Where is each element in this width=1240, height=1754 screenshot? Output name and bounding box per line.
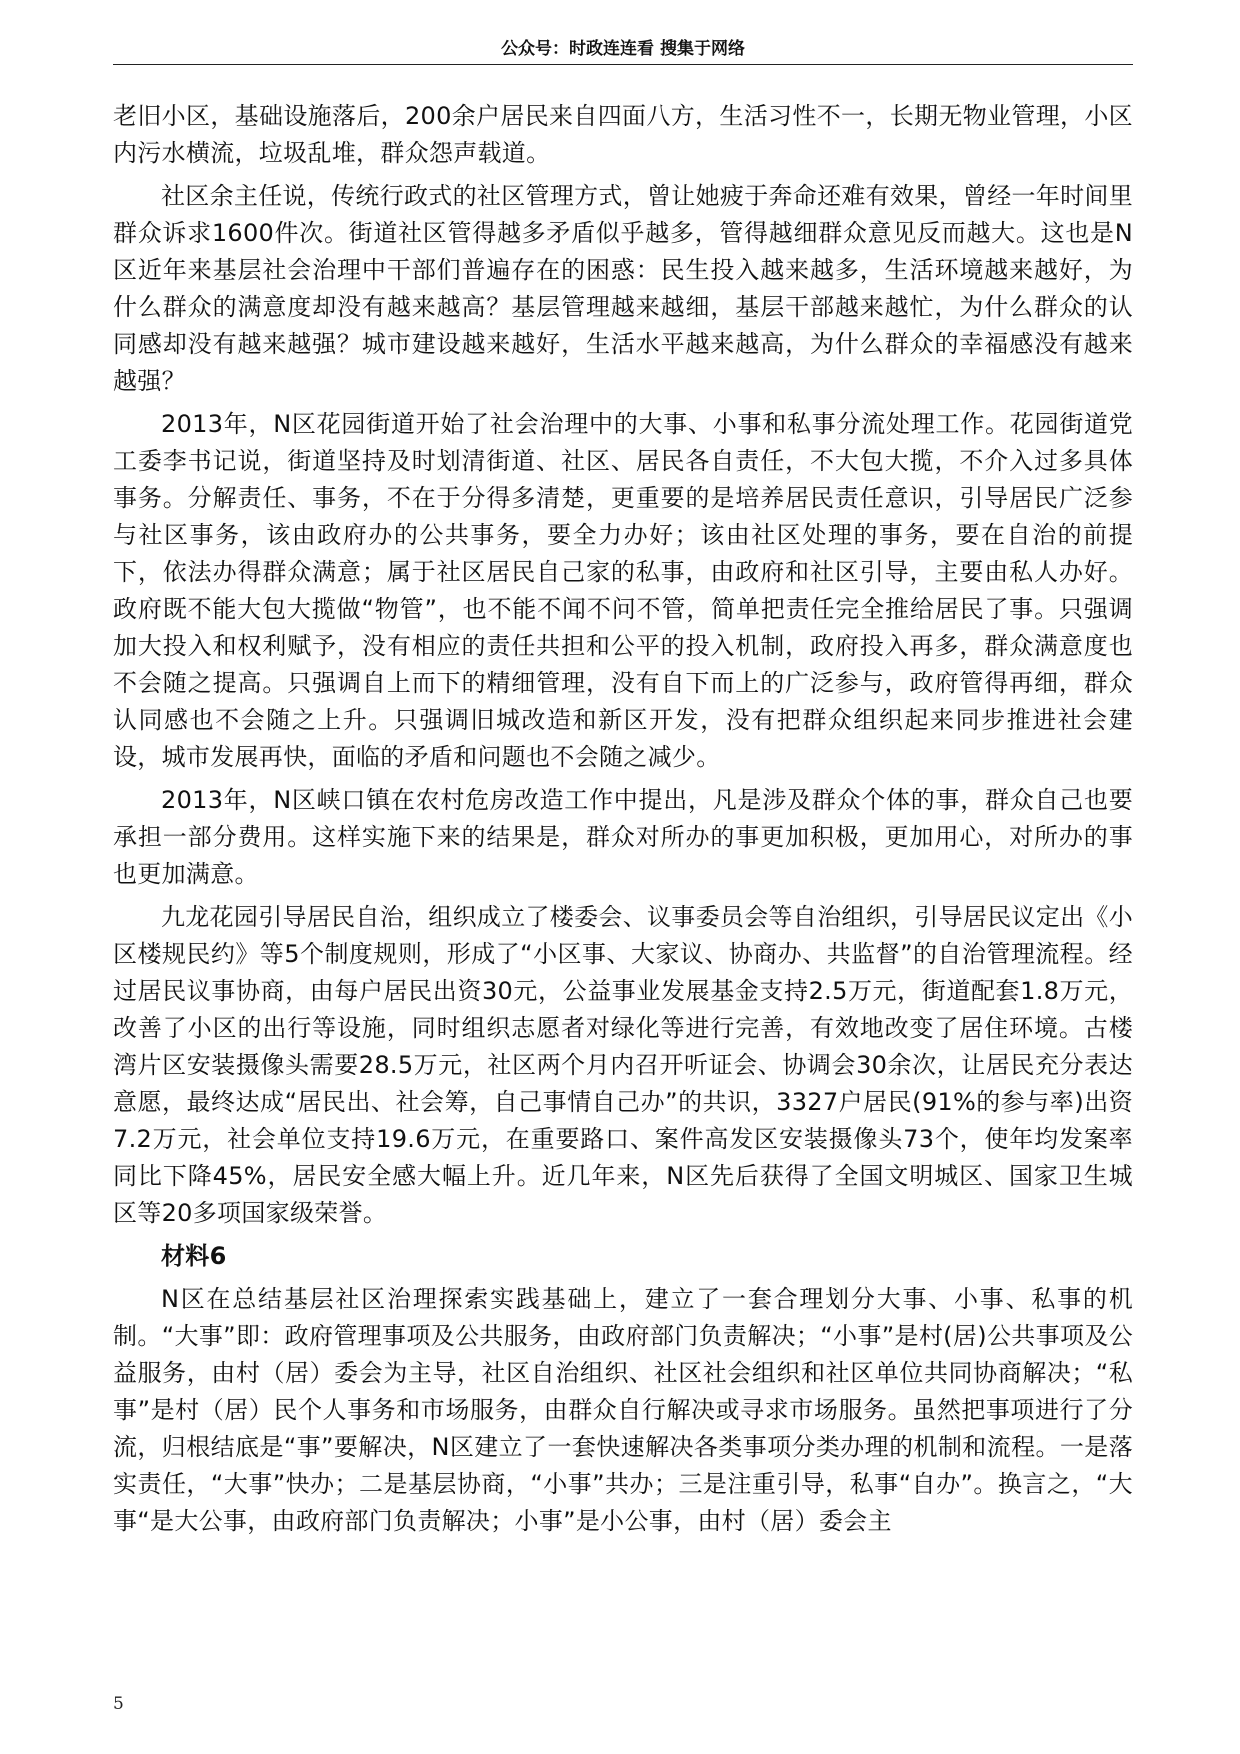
paragraph-5: 九龙花园引导居民自治，组织成立了楼委会、议事委员会等自治组织，引导居民议定出《小区楼规民约》等5个制度规则，形成了“小区事、大家议、协商办、共监督”的自治管理流程。经过居民议事协商，由每户居民出资30元，公益事业发展基金支持2.5万元，街道配套1.8万元，改善了小区的出行等设施，同时组织志愿者对绿化等进行完善，有效地改变了居住环境。古楼湾片区安装摄像头需要28.5万元，社区两个月内召开听证会、协调会30余次，让居民充分表达意愿，最终达成“居民出、社会筹，自己事情自己办”的共识，3327户居民(91%的参与率)出资7.2万元，社会单位支持19.6万元，在重要路口、案件高发区安装摄像头73个，使年均发案率同比下降45%，居民安全感大幅上升。近几年来，N区先后获得了全国文明城区、国家卫生城区等20多项国家级荣誉。 [113, 903, 1133, 1227]
paragraph-3: 2013年，N区花园街道开始了社会治理中的大事、小事和私事分流处理工作。花园街道党工委李书记说，街道坚持及时划清街道、社区、居民各自责任，不大包大揽，不介入过多具体事务。分解责任、事务，不在于分得多清楚，更重要的是培养居民责任意识，引导居民广泛参与社区事务，该由政府办的公共事务，要全力办好；该由社区处理的事务，要在自治的前提下，依法办得群众满意；属于社区居民自己家的私事，由政府和社区引导，主要由私人办好。政府既不能大包大揽做“物管”，也不能不闻不问不管，简单把责任完全推给居民了事。只强调加大投入和权利赋予，没有相应的责任共担和公平的投入机制，政府投入再多，群众满意度也不会随之提高。只强调自上而下的精细管理，没有自下而上的广泛参与，政府管得再细，群众认同感也不会随之上升。只强调旧城改造和新区开发，没有把群众组织起来同步推进社会建设，城市发展再快，面临的矛盾和问题也不会随之减少。 [113, 410, 1133, 771]
page-number: 5 [113, 1694, 124, 1714]
document-body [113, 98, 1133, 1546]
paragraph-2: 社区余主任说，传统行政式的社区管理方式，曾让她疲于奔命还难有效果，曾经一年时间里群众诉求1600件次。街道社区管得越多矛盾似乎越多，管得越细群众意见反而越大。这也是N区近年来基层社会治理中干部们普遍存在的困惑：民生投入越来越多，生活环境越来越好，为什么群众的满意度却没有越来越高？基层管理越来越细，基层干部越来越忙，为什么群众的认同感却没有越来越强？城市建设越来越好，生活水平越来越高，为什么群众的幸福感没有越来越强？ [113, 182, 1133, 395]
header-text: 公众号：时政连连看 搜集于网络 [501, 39, 745, 59]
section-6-heading: 材料6 [161, 1242, 227, 1270]
paragraph-1: 老旧小区，基础设施落后，200余户居民来自四面八方，生活习性不一，长期无物业管理，小区内污水横流，垃圾乱堆，群众怨声载道。 [113, 102, 1133, 167]
page-header [113, 36, 1133, 65]
paragraph-4: 2013年，N区峡口镇在农村危房改造工作中提出，凡是涉及群众个体的事，群众自己也要承担一部分费用。这样实施下来的结果是，群众对所办的事更加积极，更加用心，对所办的事也更加满意。 [113, 786, 1133, 888]
section-6-paragraph: N区在总结基层社区治理探索实践基础上，建立了一套合理划分大事、小事、私事的机制。“大事”即：政府管理事项及公共服务，由政府部门负责解决；“小事”是村(居)公共事项及公益服务，由村（居）委会为主导，社区自治组织、社区社会组织和社区单位共同协商解决；“私事”是村（居）民个人事务和市场服务，由群众自行解决或寻求市场服务。虽然把事项进行了分流，归根结底是“事”要解决，N区建立了一套快速解决各类事项分类办理的机制和流程。一是落实责任，“大事”快办；二是基层协商，“小事”共办；三是注重引导，私事“自办”。换言之，“大事“是大公事，由政府部门负责解决；小事”是小公事，由村（居）委会主 [113, 1285, 1133, 1535]
